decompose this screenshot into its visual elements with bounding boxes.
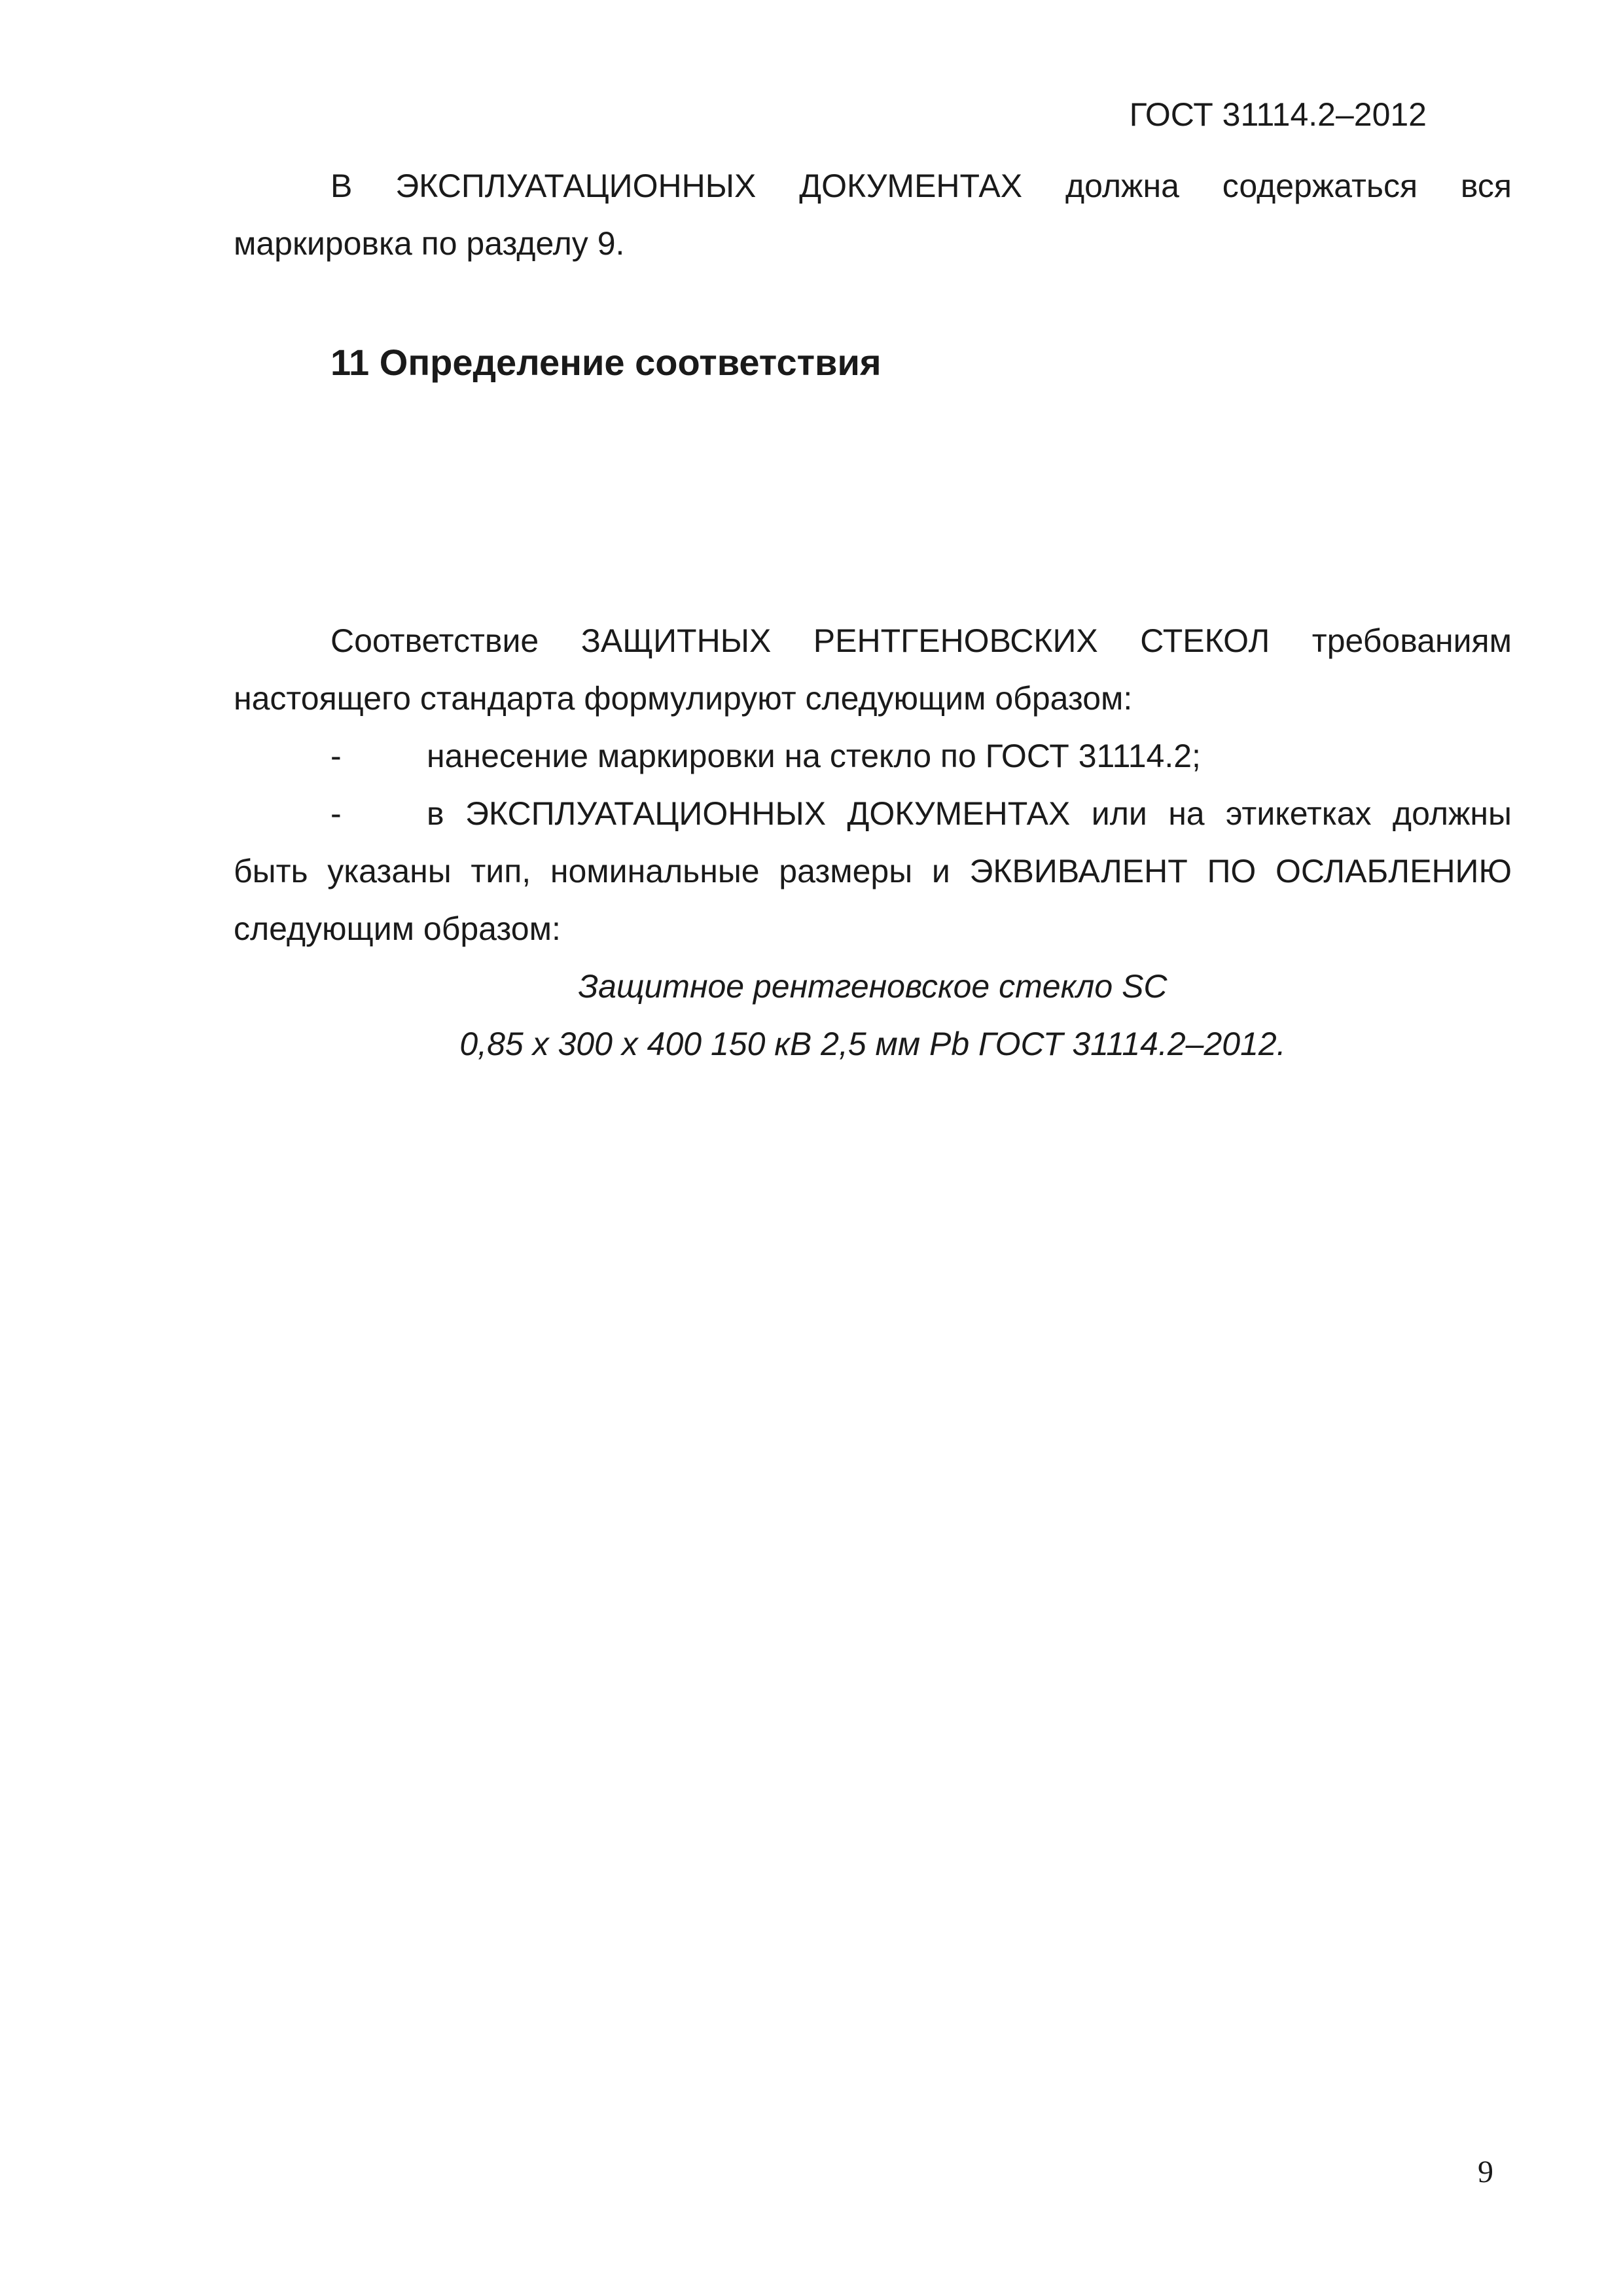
list-item-text: в ЭКСПЛУАТАЦИОННЫХ ДОКУМЕНТАХ или на этикетках должны быть указаны тип, номинальные размеры и ЭКВИВАЛЕНТ ПО ОСЛАБЛЕНИЮ следующим образом:: [234, 795, 1512, 947]
section-heading: 11 Определение соответствия: [330, 342, 882, 383]
list-item: [234, 727, 1512, 785]
list-item-marker: -: [330, 795, 342, 832]
list-item-text: нанесение маркировки на стекло по ГОСТ 31114.2;: [427, 738, 1201, 774]
list-item-marker: -: [330, 738, 342, 774]
paragraph-conformity: Соответствие ЗАЩИТНЫХ РЕНТГЕНОВСКИХ СТЕКОЛ требованиям настоящего стандарта формулируют следующим образом:: [234, 622, 1512, 717]
list-item: [234, 785, 1512, 958]
page-content: [234, 157, 1512, 1062]
page-number: 9: [1478, 2155, 1493, 2189]
example-line-2: 0,85 х 300 х 400 150 кВ 2,5 мм Pb ГОСТ 31114.2–2012.: [459, 1026, 1286, 1062]
paragraph-operating-documents: В ЭКСПЛУАТАЦИОННЫХ ДОКУМЕНТАХ должна содержаться вся маркировка по разделу 9.: [234, 168, 1512, 262]
example-line-1: Защитное рентгеновское стекло SC: [578, 968, 1168, 1005]
document-code-header: ГОСТ 31114.2–2012: [1129, 96, 1427, 133]
